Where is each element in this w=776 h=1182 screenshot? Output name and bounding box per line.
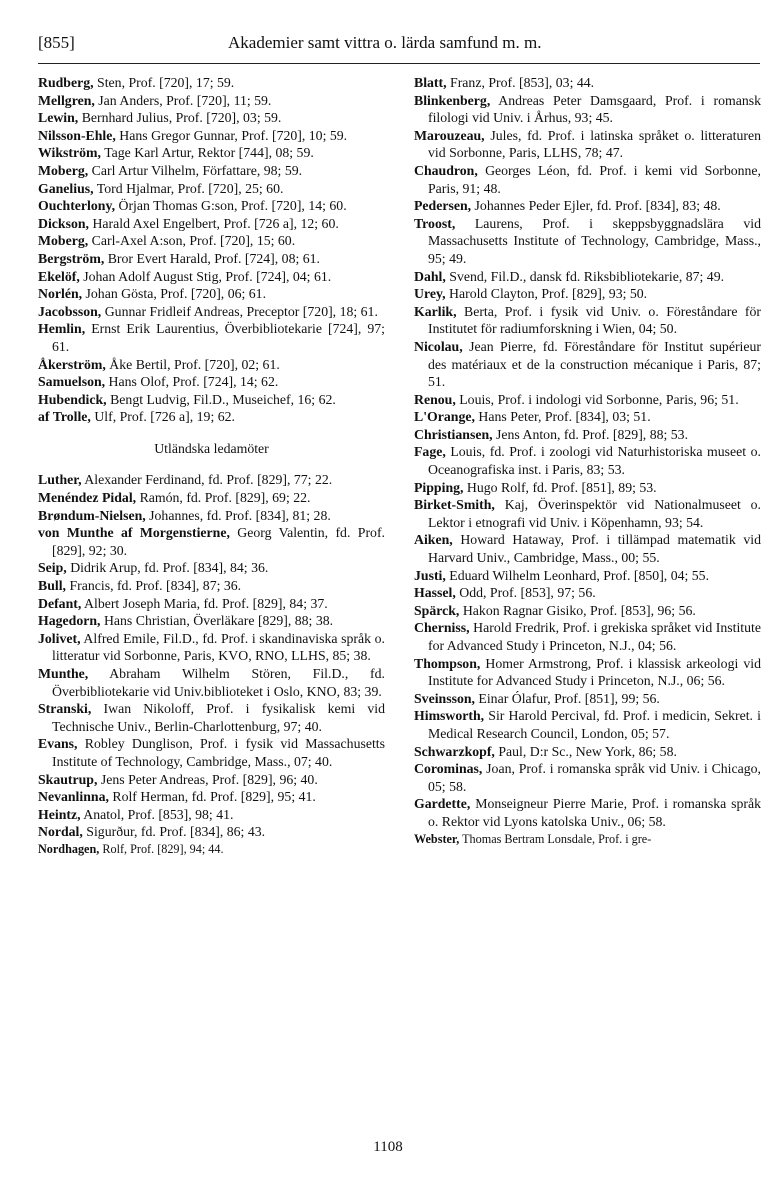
register-entry	[414, 268, 761, 286]
entry-name: Dahl,	[414, 268, 446, 284]
entry-details: Carl Artur Vilhelm, Författare, 98; 59.	[91, 162, 303, 178]
register-entry	[38, 700, 385, 735]
entry-details: Tage Karl Artur, Rektor [744], 08; 59.	[104, 145, 314, 161]
entry-details: Ernst Erik Laurentius, Överbibliotekarie [724], 97; 61.	[52, 321, 385, 354]
register-entry	[38, 559, 385, 577]
register-entry	[414, 690, 761, 708]
entry-name: Nilsson-Ehle,	[38, 127, 116, 143]
entry-details: Svend, Fil.D., dansk fd. Riksbibliotekarie, 87; 49.	[449, 268, 725, 284]
entry-name: Blinkenberg,	[414, 92, 491, 108]
register-entry	[414, 426, 761, 444]
register-entry	[414, 92, 761, 127]
register-entry	[414, 602, 761, 620]
page-number: 1108	[373, 1139, 403, 1155]
register-entry	[414, 831, 761, 847]
register-entry	[38, 735, 385, 770]
entry-details: Johannes, fd. Prof. [834], 81; 28.	[149, 507, 331, 523]
entry-name: Hubendick,	[38, 391, 107, 407]
entry-details: Louis, fd. Prof. i zoologi vid Naturhistoriska museet o. Oceanografiska inst. i Paris, 83; 53.	[428, 444, 762, 478]
register-entry	[414, 162, 761, 197]
entry-details: Albert Joseph Maria, fd. Prof. [829], 84; 37.	[84, 595, 328, 611]
register-entry	[38, 524, 385, 559]
entry-details: Hans Peter, Prof. [834], 03; 51.	[478, 409, 651, 425]
entry-details: Rolf, Prof. [829], 94; 44.	[102, 841, 224, 856]
entry-name: Moberg,	[38, 162, 89, 178]
entry-name: Fage,	[414, 444, 446, 460]
entry-name: Brøndum-Nielsen,	[38, 507, 146, 523]
register-entry	[38, 408, 385, 426]
register-entry	[38, 197, 385, 215]
entry-name: Marouzeau,	[414, 127, 485, 143]
entry-name: Hemlin,	[38, 321, 86, 337]
section-number: [855]	[38, 33, 75, 52]
entry-name: af Trolle,	[38, 409, 91, 425]
entry-details: Georges Léon, fd. Prof. i kemi vid Sorbonne, Paris, 91; 48.	[428, 162, 762, 196]
register-entry	[38, 373, 385, 391]
register-entry	[38, 841, 385, 857]
register-entry	[38, 232, 385, 250]
register-entry	[414, 197, 761, 215]
entry-name: Renou,	[414, 391, 456, 407]
entry-name: Wikström,	[38, 145, 101, 161]
entry-details: Harald Axel Engelbert, Prof. [726 a], 12; 60.	[92, 215, 339, 231]
register-entry	[38, 630, 385, 665]
entry-name: Pedersen,	[414, 198, 472, 214]
register-entry	[38, 268, 385, 286]
register-entry	[38, 577, 385, 595]
entry-details: Carl-Axel A:son, Prof. [720], 15; 60.	[91, 233, 296, 249]
register-entry	[38, 250, 385, 268]
entry-name: Munthe,	[38, 666, 89, 681]
register-entry	[38, 144, 385, 162]
entry-name: Samuelson,	[38, 374, 106, 390]
register-entry	[38, 489, 385, 507]
entry-details: Andreas Peter Damsgaard, Prof. i romansk filologi vid Univ. i Århus, 93; 45.	[428, 92, 761, 126]
entry-name: Chaudron,	[414, 162, 478, 178]
page-header	[38, 30, 760, 56]
entry-details: Einar Ólafur, Prof. [851], 99; 56.	[478, 690, 660, 706]
entry-name: von Munthe af Morgenstierne,	[38, 525, 230, 541]
register-entry	[38, 74, 385, 92]
entry-name: Menéndez Pidal,	[38, 490, 137, 506]
entry-name: Sveinsson,	[414, 690, 475, 706]
entry-name: Blatt,	[414, 75, 447, 90]
register-entry	[414, 285, 761, 303]
register-entry	[414, 531, 761, 566]
right-entries	[414, 74, 761, 847]
entry-name: Rudberg,	[38, 75, 94, 90]
entry-details: Sigurður, fd. Prof. [834], 86; 43.	[86, 824, 266, 840]
entry-name: Gardette,	[414, 796, 471, 812]
entry-name: Heintz,	[38, 806, 81, 822]
entry-details: Bror Evert Harald, Prof. [724], 08; 61.	[107, 250, 321, 266]
entry-name: Mellgren,	[38, 92, 95, 108]
entry-details: Howard Hataway, Prof. i tillämpad matematik vid Harvard Univ., Cambridge, Mass., 00; 55.	[428, 532, 761, 566]
register-entry	[38, 665, 385, 700]
register-entry	[38, 127, 385, 145]
entry-name: Evans,	[38, 736, 78, 752]
entry-name: Justi,	[414, 567, 446, 583]
entry-name: Ouchterlony,	[38, 198, 116, 214]
entry-details: Odd, Prof. [853], 97; 56.	[459, 585, 596, 601]
entry-details: Paul, D:r Sc., New York, 86; 58.	[498, 743, 677, 759]
entry-details: Hans Christian, Överläkare [829], 88; 38.	[103, 613, 334, 629]
register-entry	[414, 127, 761, 162]
entry-name: Urey,	[414, 286, 446, 302]
entry-name: Hassel,	[414, 585, 456, 601]
entry-name: Hagedorn,	[38, 613, 101, 629]
entry-name: Corominas,	[414, 761, 483, 777]
running-title: Akademier samt vittra o. lärda samfund m. m.	[228, 33, 542, 52]
entry-name: Troost,	[414, 215, 456, 231]
register-entry	[414, 707, 761, 742]
register-entry	[414, 760, 761, 795]
entry-name: Nicolau,	[414, 338, 463, 354]
entry-name: L'Orange,	[414, 409, 475, 425]
register-entry	[414, 743, 761, 761]
right-column	[414, 74, 761, 847]
entry-name: Schwarzkopf,	[414, 743, 495, 759]
entry-name: Spärck,	[414, 602, 460, 618]
entry-name: Karlik,	[414, 303, 457, 319]
entry-details: Sten, Prof. [720], 17; 59.	[97, 75, 235, 90]
left-entries-top	[38, 74, 385, 426]
entry-name: Ekelöf,	[38, 268, 80, 284]
register-entry	[414, 408, 761, 426]
register-entry	[414, 443, 761, 478]
register-entry	[38, 595, 385, 613]
entry-details: Alexander Ferdinand, fd. Prof. [829], 77; 22.	[84, 472, 333, 488]
register-entry	[38, 162, 385, 180]
entry-name: Defant,	[38, 595, 82, 611]
entry-name: Nevanlinna,	[38, 789, 109, 805]
register-entry	[414, 338, 761, 391]
entry-details: Abraham Wilhelm Stören, Fil.D., fd. Överbibliotekarie vid Univ.biblioteket i Oslo, KNO, 83; 39.	[52, 666, 385, 699]
left-entries-bottom	[38, 471, 385, 856]
register-entry	[38, 823, 385, 841]
register-entry	[414, 303, 761, 338]
spacer	[38, 426, 385, 440]
entry-name: Lewin,	[38, 110, 79, 126]
entry-details: Jens Anton, fd. Prof. [829], 88; 53.	[496, 426, 689, 442]
register-entry	[414, 215, 761, 268]
entry-name: Skautrup,	[38, 771, 98, 787]
subheading-foreign-members: Utländska ledamöter	[154, 440, 269, 456]
register-entry	[38, 612, 385, 630]
register-entry	[38, 92, 385, 110]
entry-details: Åke Bertil, Prof. [720], 02; 61.	[109, 356, 280, 372]
entry-name: Cherniss,	[414, 620, 470, 636]
register-entry	[414, 567, 761, 585]
entry-details: Jean Pierre, fd. Föreståndare för Institut supérieur des matériaux et de la construction mécanique i Paris, 87; 51.	[428, 338, 761, 390]
register-entry	[38, 391, 385, 409]
entry-name: Jacobsson,	[38, 303, 102, 319]
entry-details: Bernhard Julius, Prof. [720], 03; 59.	[81, 110, 282, 126]
register-entry	[38, 788, 385, 806]
entry-details: Harold Clayton, Prof. [829], 93; 50.	[449, 286, 648, 302]
entry-name: Åkerström,	[38, 356, 106, 372]
entry-details: Kaj, Överinspektör vid Nationalmuseet o. Lektor i etnografi vid Univ. i Köpenhamn, 93; 54.	[428, 497, 761, 530]
entry-details: Jules, fd. Prof. i latinska språket o. litteraturen vid Sorbonne, Paris, LLHS, 78; 47.	[428, 127, 761, 161]
entry-details: Tord Hjalmar, Prof. [720], 25; 60.	[96, 180, 284, 196]
entry-name: Birket-Smith,	[414, 497, 495, 513]
entry-details: Ulf, Prof. [726 a], 19; 62.	[94, 409, 235, 425]
entry-details: Johan Gösta, Prof. [720], 06; 61.	[85, 286, 267, 302]
register-entry	[38, 285, 385, 303]
entry-details: Jens Peter Andreas, Prof. [829], 96; 40.	[100, 771, 318, 787]
register-entry	[38, 303, 385, 321]
entry-details: Hugo Rolf, fd. Prof. [851], 89; 53.	[466, 479, 657, 495]
entry-details: Iwan Nikoloff, Prof. i fysikalisk kemi vid Technische Univ., Berlin-Charlottenburg, 97; 40.	[52, 701, 385, 734]
entry-name: Pipping,	[414, 479, 464, 495]
register-entry	[38, 771, 385, 789]
entry-name: Christiansen,	[414, 426, 493, 442]
register-entry	[38, 356, 385, 374]
entry-name: Bull,	[38, 578, 66, 594]
entry-details: Francis, fd. Prof. [834], 87; 36.	[69, 578, 242, 594]
entry-name: Luther,	[38, 472, 82, 488]
entry-details: Bengt Ludvig, Fil.D., Museichef, 16; 62.	[110, 391, 336, 407]
entry-details: Hakon Ragnar Gisiko, Prof. [853], 96; 56.	[462, 602, 696, 618]
register-entry	[38, 806, 385, 824]
entry-name: Jolivet,	[38, 630, 81, 646]
entry-name: Nordhagen,	[38, 841, 100, 856]
header-rule	[38, 63, 760, 64]
register-entry	[414, 496, 761, 531]
entry-details: Franz, Prof. [853], 03; 44.	[450, 75, 595, 90]
register-entry	[414, 584, 761, 602]
entry-name: Aiken,	[414, 532, 453, 548]
register-entry	[38, 507, 385, 525]
left-column	[38, 74, 385, 857]
register-entry	[414, 391, 761, 409]
entry-details: Eduard Wilhelm Leonhard, Prof. [850], 04; 55.	[449, 567, 710, 583]
entry-details: Ramón, fd. Prof. [829], 69; 22.	[139, 490, 311, 506]
register-entry	[38, 320, 385, 355]
entry-name: Dickson,	[38, 215, 89, 231]
entry-details: Johan Adolf August Stig, Prof. [724], 04; 61.	[83, 268, 332, 284]
entry-details: Robley Dunglison, Prof. i fysik vid Massachusetts Institute of Technology, Cambridge, Mass., 07; 40.	[52, 736, 385, 769]
entry-name: Norlén,	[38, 286, 83, 302]
entry-details: Örjan Thomas G:son, Prof. [720], 14; 60.	[118, 198, 347, 214]
entry-details: Hans Gregor Gunnar, Prof. [720], 10; 59.	[119, 127, 348, 143]
entry-details: Jan Anders, Prof. [720], 11; 59.	[98, 92, 272, 108]
entry-details: Thomas Bertram Lonsdale, Prof. i gre-	[462, 831, 652, 846]
entry-details: Louis, Prof. i indologi vid Sorbonne, Paris, 96; 51.	[459, 391, 739, 407]
entry-details: Sir Harold Percival, fd. Prof. i medicin, Sekret. i Medical Research Council, London, 05; 57.	[428, 708, 761, 741]
entry-details: Hans Olof, Prof. [724], 14; 62.	[108, 374, 279, 390]
entry-details: Gunnar Fridleif Andreas, Preceptor [720], 18; 61.	[104, 303, 378, 319]
entry-details: Monseigneur Pierre Marie, Prof. i romanska språk o. Rektor vid Lyons katolska Univ., 06; 58.	[428, 796, 761, 829]
entry-name: Nordal,	[38, 824, 83, 840]
entry-details: Rolf Herman, fd. Prof. [829], 95; 41.	[112, 789, 316, 805]
register-entry	[38, 109, 385, 127]
entry-details: Joan, Prof. i romanska språk vid Univ. i Chicago, 05; 58.	[428, 761, 761, 794]
entry-details: Harold Fredrik, Prof. i grekiska språket vid Institute for Advanced Study i Princeton, N.J., 04; 56.	[428, 620, 761, 653]
register-entry	[414, 795, 761, 830]
register-entry	[38, 471, 385, 489]
register-entry	[38, 180, 385, 198]
entry-name: Himsworth,	[414, 708, 485, 724]
entry-name: Stranski,	[38, 701, 92, 717]
entry-name: Thompson,	[414, 655, 481, 671]
register-entry	[38, 215, 385, 233]
register-entry	[414, 655, 761, 690]
entry-name: Moberg,	[38, 233, 89, 249]
entry-name: Bergström,	[38, 250, 105, 266]
entry-details: Homer Armstrong, Prof. i klassisk arkeologi vid Institute for Advanced Study i Princeton, N.J., 06; 56.	[428, 655, 761, 689]
entry-details: Didrik Arup, fd. Prof. [834], 84; 36.	[70, 560, 269, 576]
register-entry	[414, 479, 761, 497]
register-entry	[414, 619, 761, 654]
entry-name: Seip,	[38, 560, 67, 576]
entry-details: Johannes Peder Ejler, fd. Prof. [834], 83; 48.	[474, 198, 721, 214]
entry-details: Georg Valentin, fd. Prof. [829], 92; 30.	[52, 525, 385, 558]
entry-details: Alfred Emile, Fil.D., fd. Prof. i skandinaviska språk o. litteratur vid Sorbonne, Paris, KVO, RNO, LLHS, 85; 38.	[52, 630, 385, 664]
entry-name: Ganelius,	[38, 180, 94, 196]
entry-name: Webster,	[414, 831, 460, 846]
register-entry	[414, 74, 761, 92]
entry-details: Laurens, Prof. i skeppsbyggnadslära vid Massachusetts Institute of Technology, Cambridge, Mass., 95; 49.	[428, 215, 761, 266]
entry-details: Berta, Prof. i fysik vid Univ. o. Föreståndare för Institutet för radiumforskning i Wien, 04; 50.	[428, 303, 761, 337]
entry-details: Anatol, Prof. [853], 98; 41.	[83, 806, 234, 822]
